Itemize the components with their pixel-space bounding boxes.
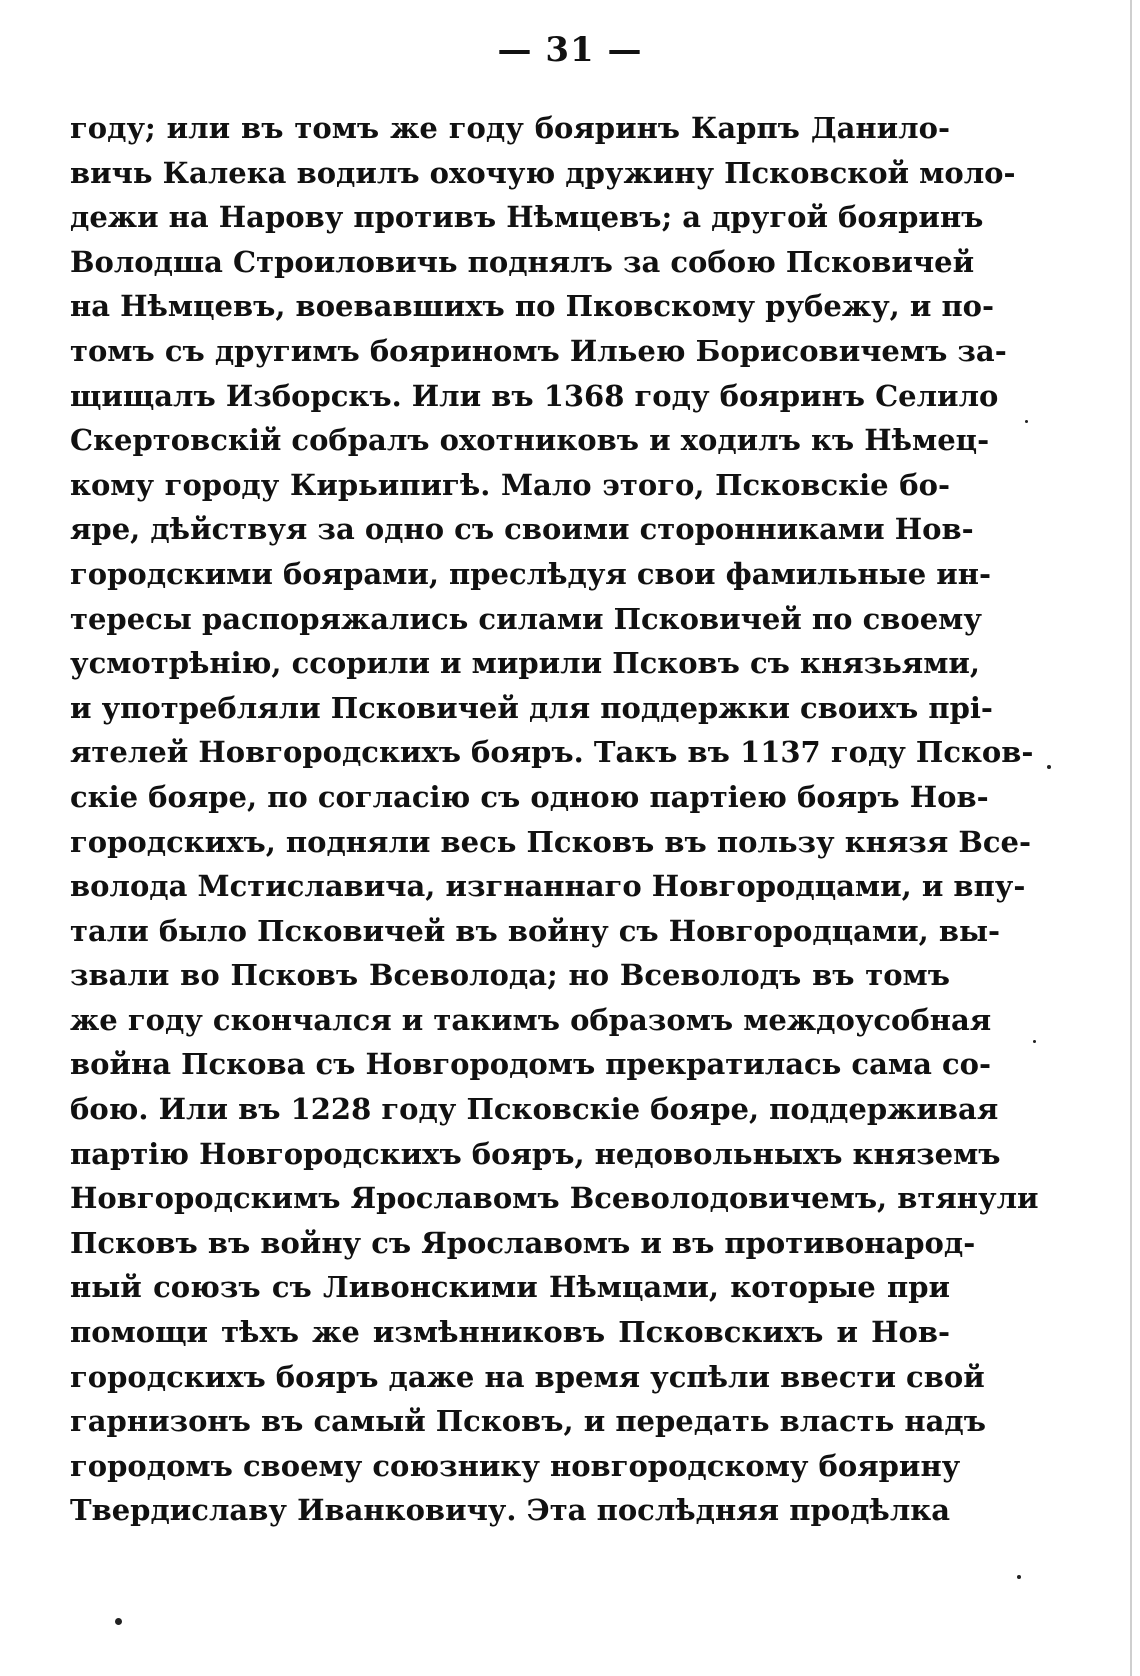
- body-text: [70, 106, 1039, 1533]
- ink-speck: [1025, 420, 1028, 423]
- text-line: году; или въ томъ же году бояринъ Карпъ Данило-: [70, 111, 950, 145]
- page-number: — 31 —: [497, 30, 643, 70]
- text-line: кому городу Кирьипигѣ. Мало этого, Псковскіе бо-: [70, 467, 950, 502]
- text-line: Новгородскимъ Ярославомъ Всеволодовичемъ, втянули: [70, 1181, 1039, 1216]
- text-line: звали во Псковъ Всеволода; но Всеволодъ въ томъ: [70, 958, 950, 993]
- text-line: бою. Или въ 1228 году Псковскіе бояре, поддерживая: [70, 1092, 999, 1127]
- text-line: война Пскова съ Новгородомъ прекратилась сама со-: [70, 1047, 991, 1082]
- page-edge-rule: [1130, 0, 1132, 1676]
- text-line: тересы распоряжались силами Псковичей по своему: [70, 601, 982, 636]
- text-line: усмотрѣнію, ссорили и мирили Псковъ съ князьями,: [70, 646, 981, 681]
- text-line: скіе бояре, по согласію съ одною партіею бояръ Нов-: [70, 779, 989, 814]
- text-line: и употребляли Псковичей для поддержки своихъ прі-: [70, 690, 993, 725]
- text-line: волода Мстиславича, изгнаннаго Новгородцами, и впу-: [70, 869, 1026, 904]
- text-line: ный союзъ съ Ливонскими Нѣмцами, которые при: [70, 1270, 950, 1305]
- text-line: городомъ своему союзнику новгородскому боярину: [70, 1448, 961, 1483]
- text-line: же году скончался и такимъ образомъ междоусобная: [70, 1002, 992, 1037]
- text-line: Твердиславу Иванковичу. Эта послѣдняя продѣлка: [70, 1493, 950, 1528]
- text-line: помощи тѣхъ же измѣнниковъ Псковскихъ и Нов-: [70, 1315, 950, 1350]
- text-line: вичь Калека водилъ охочую дружину Псковской моло-: [70, 155, 1016, 190]
- text-line: Володша Строиловичь поднялъ за собою Псковичей: [70, 244, 975, 279]
- text-line: томъ съ другимъ бояриномъ Ильею Борисовичемъ за-: [70, 333, 1007, 368]
- text-line: дежи на Нарову противъ Нѣмцевъ; а другой бояринъ: [70, 200, 984, 235]
- text-line: щищалъ Изборскъ. Или въ 1368 году бояринъ Селило: [70, 378, 999, 413]
- text-line: ятелей Новгородскихъ бояръ. Такъ въ 1137 году Псков-: [70, 735, 1034, 770]
- text-line: городскихъ, подняли весь Псковъ въ пользу князя Все-: [70, 824, 1031, 859]
- text-line: Псковъ въ войну съ Ярославомъ и въ противонарод-: [70, 1225, 976, 1260]
- text-line: городскихъ бояръ даже на время успѣли ввести свой: [70, 1359, 985, 1394]
- text-line: тали было Псковичей въ войну съ Новгородцами, вы-: [70, 913, 1001, 948]
- ink-speck: [1017, 1575, 1021, 1579]
- text-line: городскими боярами, преслѣдуя свои фамильные ин-: [70, 556, 992, 591]
- ink-speck: [115, 1618, 122, 1625]
- text-line: на Нѣмцевъ, воевавшихъ по Пковскому рубежу, и по-: [70, 289, 995, 324]
- ink-speck: [1047, 765, 1051, 769]
- ink-speck: [1033, 1040, 1036, 1043]
- text-line: яре, дѣйствуя за одно съ своими сторонниками Нов-: [70, 512, 974, 547]
- text-line: партію Новгородскихъ бояръ, недовольныхъ княземъ: [70, 1136, 1001, 1171]
- text-line: Скертовскій собралъ охотниковъ и ходилъ къ Нѣмец-: [70, 423, 990, 458]
- text-line: гарнизонъ въ самый Псковъ, и передать власть надъ: [70, 1404, 986, 1439]
